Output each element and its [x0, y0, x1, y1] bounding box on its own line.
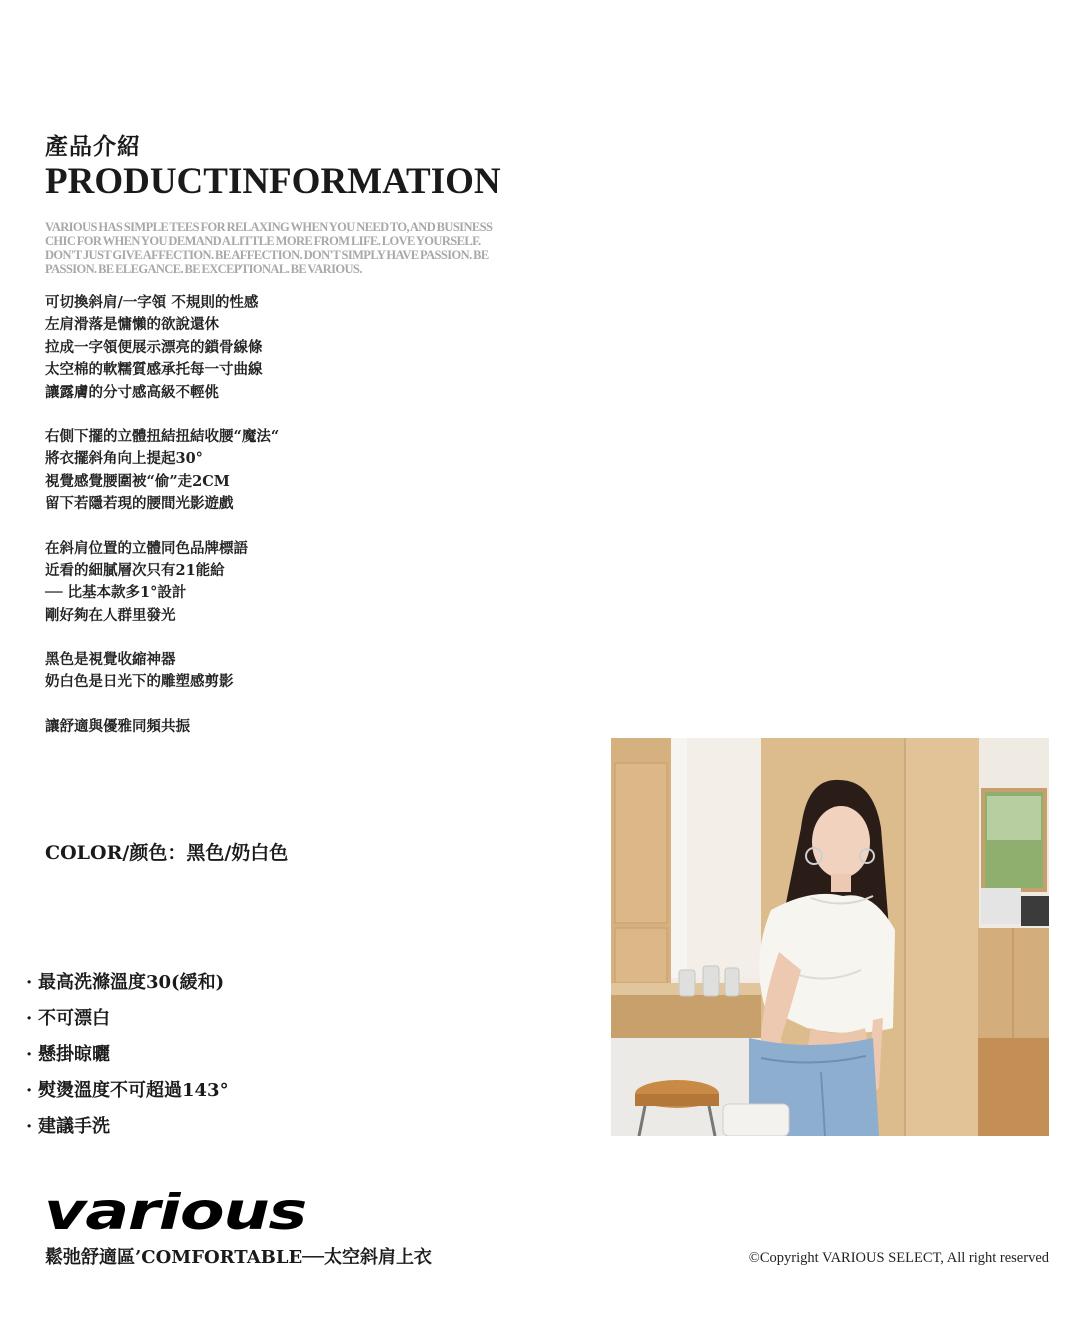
copyright-prefix: ©Copyright [748, 1250, 822, 1266]
description-paragraph-1 [45, 292, 279, 404]
description-line: 讓露膚的分寸感高級不輕佻 [45, 383, 219, 401]
title-chinese: 產品介紹 [45, 133, 141, 160]
description-line: 太空棉的軟糯質感承托每一寸曲線 [45, 361, 263, 379]
product-description [45, 292, 279, 760]
description-line: 可切換斜肩/一字領 不規則的性感 [45, 294, 259, 311]
bullet: · [26, 972, 33, 993]
care-instructions [26, 965, 229, 1145]
logo-wordmark: various [44, 1192, 307, 1234]
description-line: ── 比基本款多1°設計 [45, 584, 187, 602]
bullet: · [26, 1044, 33, 1065]
care-item [26, 1073, 229, 1109]
copyright-notice [749, 1250, 1049, 1267]
bullet: · [26, 1080, 33, 1101]
color-options: COLOR/颜色：黑色/奶白色 [45, 842, 289, 864]
bullet: · [26, 1116, 33, 1137]
product-tagline: 鬆弛舒適區’COMFORTABLE──太空斜肩上衣 [45, 1247, 432, 1268]
description-paragraph-5 [45, 716, 279, 738]
description-line: 右側下擺的立體扭結扭結收腰“魔法“ [45, 427, 280, 445]
care-item [26, 1109, 229, 1145]
care-item [26, 1037, 229, 1073]
various-logo [44, 1192, 310, 1234]
intro-paragraph: VARIOUS HAS SIMPLE TEES FOR RELAXING WHEN YOU NEED TO, AND BUSINESS CHIC FOR WHEN YOU DEMAND A LITTLE MORE FROM LIFE. LOVE YOURSELF. DON'T JUST GIVE AFFECTION. BE AFFECTION. DON'T SIMPLY HAVE PASSION. BE PASSION. BE ELEGANCE. BE EXCEPTIONAL. BE VARIOUS. [45, 220, 493, 276]
care-item [26, 965, 229, 1001]
description-line: 近看的細膩層次只有21能給 [45, 561, 225, 579]
description-line: 將衣擺斜角向上提起30° [45, 450, 203, 468]
description-line: 左肩滑落是慵懶的欲說還休 [45, 316, 219, 334]
care-item-text: 熨燙溫度不可超過143° [38, 1080, 229, 1101]
care-item [26, 1001, 229, 1037]
care-item-text: 懸掛晾曬 [38, 1044, 110, 1065]
bullet: · [26, 1008, 33, 1029]
title-english: PRODUCTINFORMATION [45, 161, 501, 202]
description-line: 留下若隱若現的腰間光影遊戲 [45, 495, 234, 513]
description-line: 視覺感覺腰圍被“偷”走2CM [45, 472, 230, 490]
care-item-text: 不可漂白 [38, 1008, 110, 1029]
description-line: 在斜肩位置的立體同色品牌標語 [45, 539, 248, 557]
care-item-text: 建議手洗 [38, 1116, 110, 1137]
copyright-brand: VARIOUS SELECT, All right reserved [821, 1250, 1049, 1266]
description-paragraph-4 [45, 649, 279, 694]
product-photo [611, 738, 1049, 1136]
description-line: 剛好夠在人群里發光 [45, 606, 176, 624]
description-paragraph-2 [45, 426, 279, 516]
description-line: 拉成一字領便展示漂亮的鎖骨線條 [45, 338, 263, 356]
description-line: 黑色是視覺收縮神器 [45, 651, 176, 669]
description-line: 讓舒適與優雅同頻共振 [45, 717, 190, 735]
description-line: 奶白色是日光下的雕塑感剪影 [45, 673, 234, 691]
care-item-text: 最高洗滌溫度30(緩和) [38, 972, 225, 993]
description-paragraph-3 [45, 538, 279, 628]
